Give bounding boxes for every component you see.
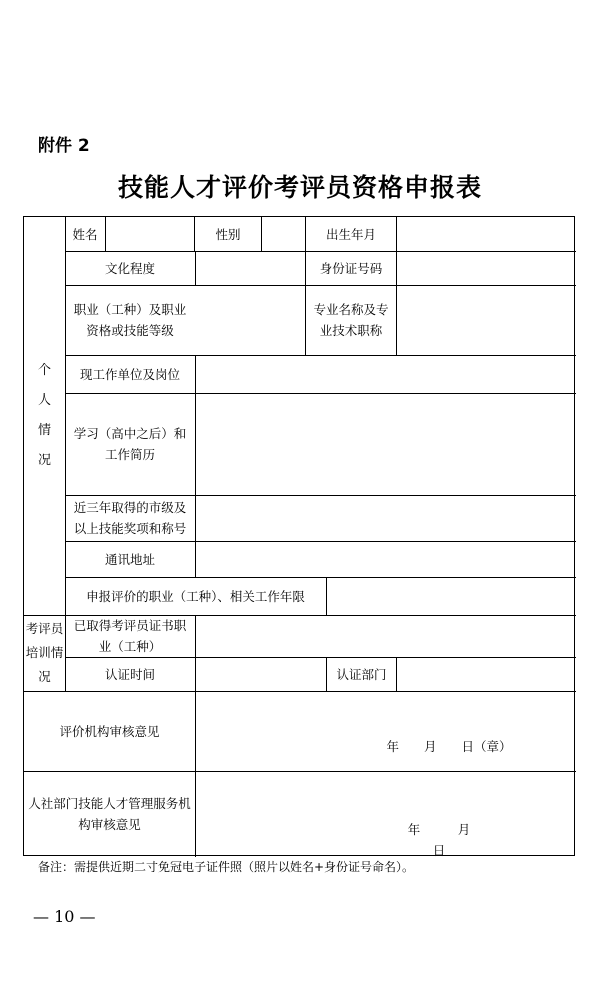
attachment-label: 附件 2 bbox=[38, 136, 90, 156]
address-field[interactable] bbox=[196, 541, 576, 577]
cert-occupation-field[interactable] bbox=[196, 615, 576, 657]
page-number: — 10 — bbox=[33, 907, 96, 926]
org-review-date: 年 月 日（章） bbox=[386, 738, 512, 754]
application-form-table bbox=[23, 216, 575, 856]
cert-time-label: 认证时间 bbox=[104, 666, 155, 682]
cert-occupation-label: 已取得考评员证书职业（工种） bbox=[73, 618, 187, 654]
occupation-label: 职业（工种）及职业资格或技能等级 bbox=[73, 302, 187, 338]
declare-occupation-label: 申报评价的职业（工种）、相关工作年限 bbox=[86, 588, 305, 604]
hr-review-date: 年 月 日 bbox=[407, 822, 508, 858]
education-label: 文化程度 bbox=[104, 260, 155, 276]
personal-info-section-label: 个 人 情 况 bbox=[37, 363, 51, 468]
org-review-field[interactable] bbox=[196, 691, 576, 771]
declare-occupation-field[interactable] bbox=[327, 577, 576, 615]
resume-field[interactable] bbox=[196, 393, 576, 495]
resume-label: 学习（高中之后）和工作简历 bbox=[73, 426, 187, 462]
gender-label: 性别 bbox=[215, 226, 241, 242]
major-label: 专业名称及专业技术职称 bbox=[313, 302, 389, 338]
org-review-label: 评价机构审核意见 bbox=[59, 723, 160, 739]
awards-field[interactable] bbox=[196, 495, 576, 541]
name-label: 姓名 bbox=[72, 226, 98, 242]
birth-field[interactable] bbox=[397, 217, 576, 251]
form-title: 技能人才评价考评员资格申报表 bbox=[117, 173, 482, 202]
cert-dept-label: 认证部门 bbox=[336, 666, 387, 682]
id-number-field[interactable] bbox=[397, 251, 576, 285]
occupation-field[interactable] bbox=[196, 285, 305, 355]
training-section-label: 考评员 培训情 况 bbox=[25, 621, 64, 684]
birth-label: 出生年月 bbox=[325, 226, 376, 242]
id-number-label: 身份证号码 bbox=[319, 260, 383, 276]
gender-field[interactable] bbox=[262, 217, 305, 251]
awards-label: 近三年取得的市级及以上技能奖项和称号 bbox=[73, 500, 187, 536]
hr-review-label: 人社部门技能人才管理服务机构审核意见 bbox=[28, 796, 191, 832]
cert-time-field[interactable] bbox=[196, 657, 326, 691]
footnote: 备注：需提供近期二寸免冠电子证件照（照片以姓名+身份证号命名）。 bbox=[38, 860, 415, 874]
major-field[interactable] bbox=[397, 285, 576, 355]
current-unit-field[interactable] bbox=[196, 355, 576, 393]
current-unit-label: 现工作单位及岗位 bbox=[79, 366, 180, 382]
cert-dept-field[interactable] bbox=[397, 657, 576, 691]
address-label: 通讯地址 bbox=[104, 551, 155, 567]
name-field[interactable] bbox=[106, 217, 194, 251]
education-field[interactable] bbox=[196, 251, 305, 285]
